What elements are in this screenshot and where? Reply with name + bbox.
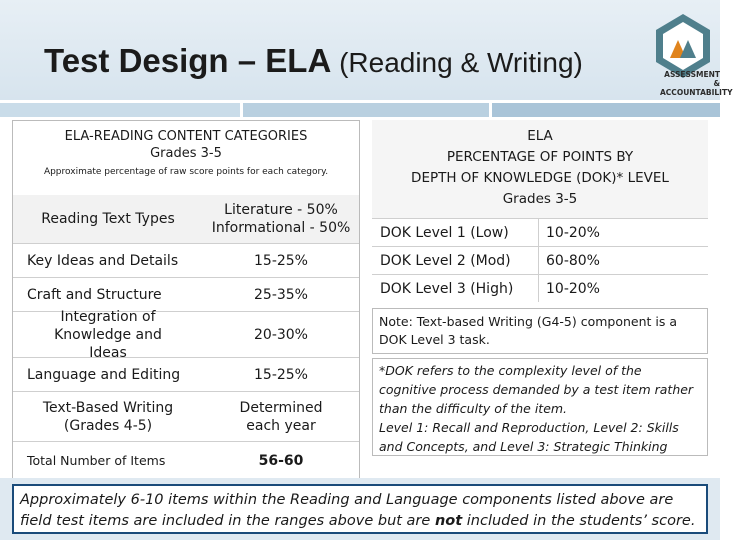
- table-row: [372, 246, 708, 274]
- dok-note: Note: Text-based Writing (G4-5) component is a DOK Level 3 task.: [372, 308, 708, 354]
- row-value: Determined each year: [239, 399, 323, 434]
- table-row: [372, 218, 708, 246]
- dok-value: 10-20%: [546, 280, 600, 297]
- row-value: 25-35%: [254, 286, 308, 303]
- table-row: [13, 308, 359, 361]
- row-category: Craft and Structure: [27, 286, 162, 303]
- table-row: [13, 391, 359, 441]
- footer-emphasis: not: [434, 513, 463, 529]
- table-header: [13, 121, 359, 191]
- dok-heading-line: DEPTH OF KNOWLEDGE (DOK)* LEVEL: [411, 170, 669, 186]
- row-category: Total Number of Items: [27, 452, 166, 468]
- logo-line1: ASSESSMENT &: [664, 70, 720, 88]
- table-grades: Grades 3-5: [150, 146, 222, 161]
- logo-line2: ACCOUNTABILITY: [660, 88, 733, 97]
- row-category: Text-Based Writing (Grades 4-5): [42, 399, 174, 434]
- dok-value: 10-20%: [546, 224, 600, 241]
- dok-level: DOK Level 2 (Mod): [380, 252, 511, 269]
- footer-note: [12, 484, 708, 534]
- table-row: [13, 243, 359, 277]
- dok-level: DOK Level 1 (Low): [380, 224, 509, 241]
- dok-heading-line: ELA: [527, 128, 553, 144]
- table-row: [13, 441, 359, 479]
- content-categories-table: [12, 120, 360, 480]
- dok-heading-line: PERCENTAGE OF POINTS BY: [446, 149, 634, 165]
- header-stripe: [243, 103, 489, 117]
- table-note: Approximate percentage of raw score points for each category.: [43, 167, 329, 177]
- table-row: [13, 357, 359, 391]
- row-value: Literature - 50% Informational - 50%: [211, 202, 351, 236]
- row-category: Integration of Knowledge and Ideas: [54, 308, 162, 361]
- dok-definition: *DOK refers to the complexity level of the cognitive process demanded by a test item rather than the difficulty of the item. Level 1: Recall and Reproduction, Level 2: Skills and Concepts, and Level 3: Strategic Thinking: [372, 358, 708, 456]
- slide-title: [44, 42, 583, 80]
- table-heading: ELA-READING CONTENT CATEGORIES: [64, 129, 308, 144]
- table-row: [13, 277, 359, 311]
- dok-value: 60-80%: [546, 252, 600, 269]
- dok-table-header: [372, 120, 708, 218]
- row-value: 20-30%: [254, 326, 308, 343]
- header-stripe: [492, 103, 720, 117]
- dok-heading-line: Grades 3-5: [502, 191, 578, 207]
- logo-text: [660, 70, 733, 97]
- title-main: Test Design – ELA: [44, 42, 332, 79]
- column-divider: [538, 218, 539, 302]
- table-row: [13, 195, 359, 243]
- footer-text: Approximately 6-10 items within the Reading and Language components listed above are field test items are included in the ranges above but are: [20, 492, 674, 529]
- table-row: [372, 274, 708, 302]
- row-category: Reading Text Types: [41, 211, 175, 227]
- row-value: 15-25%: [254, 366, 308, 383]
- row-category: Key Ideas and Details: [27, 252, 179, 269]
- row-value: 56-60: [258, 452, 304, 469]
- row-category: Language and Editing: [27, 366, 181, 383]
- header-stripe: [0, 103, 240, 117]
- title-sub: (Reading & Writing): [331, 47, 583, 78]
- dok-level: DOK Level 3 (High): [380, 280, 514, 297]
- row-value: 15-25%: [254, 252, 308, 269]
- footer-text-end: included in the students’ score.: [462, 513, 696, 529]
